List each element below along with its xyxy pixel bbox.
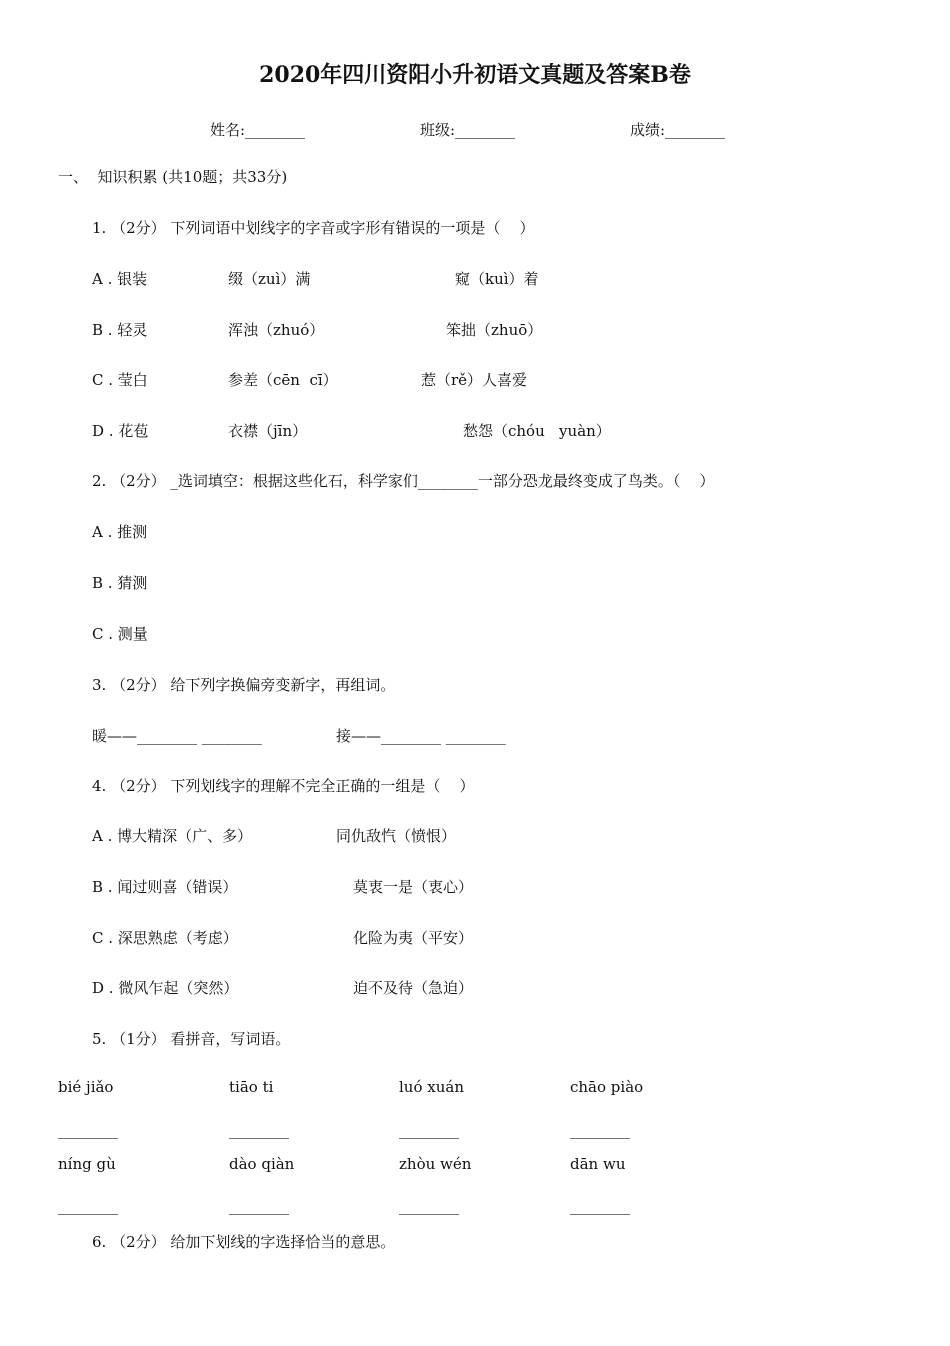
name-field[interactable]: 姓名:________	[210, 121, 306, 139]
q1-option-a-word3: 窥（kuì）着	[455, 270, 539, 288]
q3-stem: 3. （2分） 给下列字换偏旁变新字，再组词。	[92, 676, 396, 694]
q2-stem: 2. （2分） _选词填空：根据这些化石，科学家们________一部分恐龙最终变成了鸟类。（ ）	[92, 472, 715, 490]
q5-pinyin: luó xuán	[399, 1078, 464, 1096]
q5-blank[interactable]: ________	[229, 1121, 289, 1139]
q4-option-d-word2: 迫不及待（急迫）	[353, 979, 474, 997]
q1-option-a[interactable]: A . 银装	[92, 270, 148, 288]
q4-option-b-word2: 莫衷一是（衷心）	[353, 878, 474, 896]
q5-blank[interactable]: ________	[570, 1197, 630, 1215]
q5-stem: 5. （1分） 看拼音，写词语。	[92, 1030, 291, 1048]
q5-blank[interactable]: ________	[58, 1197, 118, 1215]
q4-option-a[interactable]: A . 博大精深（广、多）	[92, 827, 253, 845]
q4-option-a-word2: 同仇敌忾（愤恨）	[336, 827, 457, 845]
page-title: 2020年四川资阳小升初语文真题及答案B卷	[259, 62, 691, 88]
q5-blank[interactable]: ________	[58, 1121, 118, 1139]
q1-option-b[interactable]: B . 轻灵	[92, 321, 148, 339]
q1-option-c-word2: 参差（cēn cī）	[228, 371, 338, 389]
q1-option-d-word3: 愁怨（chóu yuàn）	[463, 422, 611, 440]
q5-pinyin: tiāo ti	[229, 1078, 274, 1096]
q5-pinyin: dān wu	[570, 1155, 626, 1173]
q6-stem: 6. （2分） 给加下划线的字选择恰当的意思。	[92, 1233, 396, 1251]
q1-option-d[interactable]: D . 花苞	[92, 422, 149, 440]
q1-option-c[interactable]: C . 莹白	[92, 371, 148, 389]
q1-option-b-word2: 浑浊（zhuó）	[228, 321, 325, 339]
q1-option-d-word2: 衣襟（jīn）	[228, 422, 308, 440]
q4-option-c-word2: 化险为夷（平安）	[353, 929, 474, 947]
q1-option-a-word2: 缀（zuì）满	[228, 270, 311, 288]
q2-option-b[interactable]: B . 猜测	[92, 574, 148, 592]
q4-option-c[interactable]: C . 深思熟虑（考虑）	[92, 929, 238, 947]
score-field[interactable]: 成绩:________	[630, 121, 726, 139]
q5-blank[interactable]: ________	[570, 1121, 630, 1139]
q5-blank[interactable]: ________	[399, 1121, 459, 1139]
section-heading: 一、 知识积累 (共10题；共33分)	[58, 168, 288, 186]
q5-pinyin: bié jiǎo	[58, 1078, 114, 1096]
q5-blank[interactable]: ________	[229, 1197, 289, 1215]
q5-pinyin: chāo piào	[570, 1078, 644, 1096]
q5-pinyin: níng gù	[58, 1155, 116, 1173]
q2-option-a[interactable]: A . 推测	[92, 523, 148, 541]
q5-blank[interactable]: ________	[399, 1197, 459, 1215]
q3-item-1[interactable]: 暖——________ ________	[92, 727, 262, 745]
q4-stem: 4. （2分） 下列划线字的理解不完全正确的一组是（ ）	[92, 777, 475, 795]
q3-item-2[interactable]: 接——________ ________	[336, 727, 506, 745]
q1-option-b-word3: 笨拙（zhuō）	[446, 321, 543, 339]
q2-option-c[interactable]: C . 测量	[92, 625, 148, 643]
q4-option-b[interactable]: B . 闻过则喜（错误）	[92, 878, 238, 896]
q4-option-d[interactable]: D . 微风乍起（突然）	[92, 979, 239, 997]
q1-option-c-word3: 惹（rě）人喜爱	[421, 371, 528, 389]
q5-pinyin: zhòu wén	[399, 1155, 472, 1173]
q5-pinyin: dào qiàn	[229, 1155, 295, 1173]
q1-stem: 1. （2分） 下列词语中划线字的字音或字形有错误的一项是（ ）	[92, 219, 535, 237]
class-field[interactable]: 班级:________	[420, 121, 516, 139]
